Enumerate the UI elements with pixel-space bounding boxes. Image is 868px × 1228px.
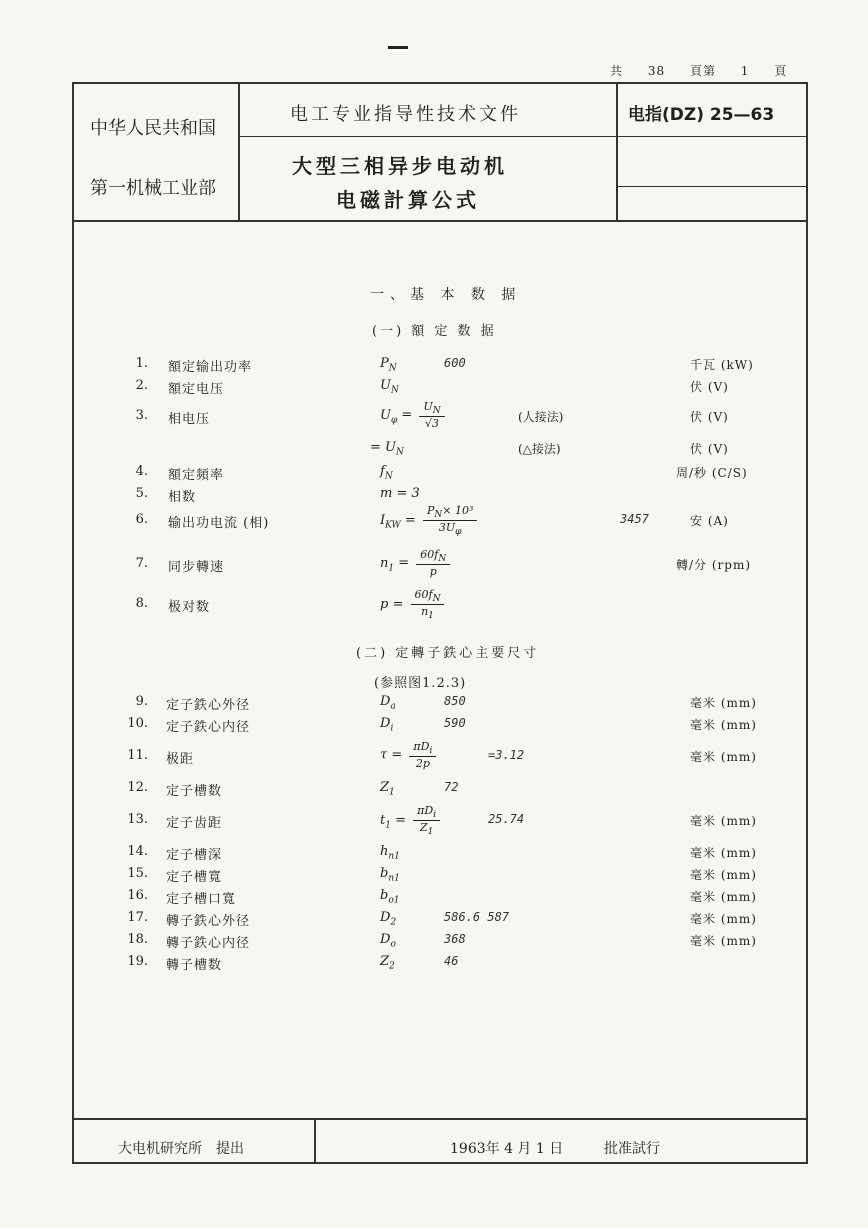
item-unit: 毫米 (mm) bbox=[690, 718, 757, 732]
item-formula bbox=[380, 588, 447, 621]
item-number: 9. bbox=[135, 694, 148, 709]
item-unit: 毫米 (mm) bbox=[690, 750, 757, 764]
item-unit: 伏 (V) bbox=[690, 410, 729, 424]
formula-symbol: $I_{KW}$ bbox=[380, 513, 401, 531]
item-unit: 毫米 (mm) bbox=[690, 696, 757, 710]
formula-symbol: $f_N$ bbox=[380, 464, 393, 482]
item-formula bbox=[370, 440, 404, 458]
formula-subscript: N bbox=[432, 406, 441, 417]
connection-note: (人接法) bbox=[518, 410, 564, 424]
equals-sign: = bbox=[370, 440, 386, 455]
fraction-numerator bbox=[409, 740, 436, 757]
formula-subscript: N bbox=[434, 510, 443, 521]
footer-top-rule bbox=[72, 1118, 808, 1120]
doc-code: 电指(DZ) 25—63 bbox=[628, 105, 775, 125]
page-unit: 頁 bbox=[774, 64, 788, 78]
item-name: 額定电压 bbox=[168, 382, 225, 397]
formula-symbol: $h_{n1}$ bbox=[380, 844, 400, 862]
equals-sign: = bbox=[387, 747, 407, 763]
formula-symbol: $D_o$ bbox=[380, 932, 396, 950]
item-formula bbox=[380, 486, 420, 501]
item-formula bbox=[380, 548, 453, 578]
equals-sign: = bbox=[388, 597, 408, 613]
formula-subscript: N bbox=[390, 385, 399, 396]
item-formula bbox=[380, 866, 400, 884]
fraction-denominator bbox=[416, 565, 450, 578]
fraction bbox=[413, 804, 440, 837]
footer-institute: 大电机研究所 提出 bbox=[118, 1141, 244, 1157]
item-unit: 伏 (V) bbox=[690, 442, 729, 456]
formula-subscript: o bbox=[390, 939, 396, 950]
page-counter bbox=[610, 62, 807, 79]
document-frame bbox=[72, 82, 808, 1162]
doc-type: 电工专业指导性技术文件 bbox=[290, 104, 521, 125]
item-number: 3. bbox=[135, 408, 148, 423]
fraction-numerator bbox=[413, 804, 440, 821]
formula-subscript: 1 bbox=[427, 827, 434, 838]
formula-subscript: 1 bbox=[385, 820, 391, 831]
handwritten-value: =3.12 bbox=[488, 748, 525, 762]
item-formula bbox=[380, 888, 399, 906]
formula-symbol: $n_1$ bbox=[421, 605, 434, 622]
footer-divider bbox=[314, 1118, 316, 1164]
item-number: 12. bbox=[127, 780, 148, 795]
formula-symbol: $n_1$ bbox=[380, 555, 395, 574]
item-name: 額定输出功率 bbox=[168, 360, 253, 375]
item-number: 13. bbox=[127, 812, 148, 827]
handwritten-value: 46 bbox=[444, 954, 459, 968]
title-line-1: 大型三相异步电动机 bbox=[292, 154, 508, 178]
fraction-numerator bbox=[419, 400, 444, 417]
page-label: 頁第 bbox=[689, 64, 716, 78]
title-line-2: 电磁計算公式 bbox=[336, 188, 480, 212]
fraction-denominator bbox=[423, 521, 477, 537]
item-unit: 伏 (V) bbox=[690, 380, 729, 394]
formula-symbol: $60f_N$ bbox=[414, 588, 441, 605]
handwritten-value: 3457 bbox=[620, 512, 649, 526]
fraction-numerator bbox=[411, 588, 445, 605]
item-number: 14. bbox=[127, 844, 148, 859]
fraction bbox=[419, 400, 444, 430]
item-number: 19. bbox=[127, 954, 148, 969]
formula-subscript: 2 bbox=[390, 917, 397, 928]
formula-symbol: $\pi D_i$ bbox=[413, 740, 433, 757]
item-formula bbox=[380, 740, 439, 770]
item-formula bbox=[380, 804, 443, 837]
item-formula bbox=[380, 910, 396, 928]
formula-symbol: $Z_2$ bbox=[380, 954, 395, 972]
item-unit: 毫米 (mm) bbox=[690, 934, 757, 948]
item-number: 1. bbox=[135, 356, 148, 371]
item-name: 額定頻率 bbox=[168, 468, 225, 483]
item-formula bbox=[380, 716, 393, 734]
equals-sign: = bbox=[390, 813, 411, 829]
item-name: 定子槽数 bbox=[166, 784, 223, 799]
equals-sign: = bbox=[394, 555, 414, 571]
formula-subscript: n1 bbox=[388, 851, 400, 862]
handwritten-value: 25.74 bbox=[488, 812, 525, 826]
item-name: 输出功电流 (相) bbox=[168, 516, 270, 531]
formula-subscript: o1 bbox=[388, 895, 400, 906]
formula-subscript: n1 bbox=[388, 873, 400, 884]
item-unit: 千瓦 (kW) bbox=[690, 358, 754, 372]
item-formula bbox=[380, 400, 448, 430]
item-number: 8. bbox=[135, 596, 148, 611]
formula-subscript: i bbox=[433, 810, 437, 821]
header-divider-1 bbox=[238, 82, 240, 222]
item-formula bbox=[380, 504, 480, 537]
formula-symbol: m = 3 bbox=[380, 486, 420, 501]
formula-symbol: $U_N$ bbox=[380, 378, 399, 396]
handwritten-value: 600 bbox=[444, 356, 466, 370]
item-name: 同步轉速 bbox=[168, 560, 225, 575]
formula-subscript: 1 bbox=[389, 787, 395, 798]
header-bottom-rule bbox=[72, 220, 808, 222]
item-number: 15. bbox=[127, 866, 148, 881]
handwritten-value: 586.6 587 bbox=[444, 910, 510, 924]
header-divider-2 bbox=[616, 82, 618, 222]
item-name: 相电压 bbox=[168, 412, 211, 427]
item-number: 16. bbox=[127, 888, 148, 903]
item-number: 2. bbox=[135, 378, 148, 393]
item-number: 6. bbox=[135, 512, 148, 527]
formula-symbol: $Z_1$ bbox=[419, 821, 434, 838]
item-formula bbox=[380, 954, 395, 972]
item-name: 定子槽寬 bbox=[166, 870, 223, 885]
formula-subscript: N bbox=[432, 594, 441, 605]
handwritten-value: 590 bbox=[444, 716, 466, 730]
total-label: 共 bbox=[610, 64, 624, 78]
item-name: 定子鉄心内径 bbox=[166, 720, 251, 735]
item-number: 18. bbox=[127, 932, 148, 947]
formula-symbol: τ bbox=[380, 747, 388, 763]
subsection-2-note: (参照图1.2.3) bbox=[374, 676, 467, 691]
formula-symbol: $U_N$ bbox=[423, 400, 441, 417]
formula-symbol: p bbox=[429, 565, 437, 579]
formula-subscript: φ bbox=[390, 415, 398, 426]
fraction-denominator bbox=[413, 821, 440, 837]
handwritten-value: 850 bbox=[444, 694, 466, 708]
header-mid-rule bbox=[238, 136, 808, 137]
item-name: 定子槽口寬 bbox=[166, 892, 237, 907]
formula-subscript: φ bbox=[455, 527, 462, 538]
formula-subscript: N bbox=[396, 447, 404, 458]
item-name: 定子槽深 bbox=[166, 848, 223, 863]
formula-symbol: $D_a$ bbox=[380, 694, 396, 712]
footer-status: 批准試行 bbox=[604, 1141, 660, 1157]
formula-symbol: $Z_1$ bbox=[380, 780, 395, 798]
fraction-denominator bbox=[411, 605, 445, 621]
equals-sign: = bbox=[397, 407, 417, 423]
item-unit: 周/秒 (C/S) bbox=[676, 466, 748, 480]
item-name: 轉子鉄心内径 bbox=[166, 936, 251, 951]
item-name: 定子齿距 bbox=[166, 816, 223, 831]
subsection-2: (二) 定轉子鉄心主要尺寸 bbox=[356, 646, 540, 661]
item-unit: 毫米 (mm) bbox=[690, 912, 757, 926]
formula-symbol: $P_N$ bbox=[380, 356, 397, 374]
item-unit: 轉/分 (rpm) bbox=[676, 558, 752, 572]
footer-bottom-rule bbox=[72, 1162, 808, 1164]
fraction bbox=[409, 740, 436, 770]
header-right-rule bbox=[618, 186, 808, 187]
fraction bbox=[423, 504, 477, 537]
item-unit: 安 (A) bbox=[690, 514, 729, 528]
formula-subscript: 1 bbox=[388, 563, 395, 574]
formula-symbol: $U_N$ bbox=[385, 440, 404, 458]
org-line-2: 第一机械工业部 bbox=[90, 178, 216, 199]
subsection-1: (一) 額 定 数 据 bbox=[372, 324, 497, 339]
footer-date: 1963年 4 月 1 日 bbox=[450, 1141, 564, 1157]
formula-subscript: i bbox=[429, 746, 433, 757]
formula-symbol: √3 bbox=[425, 417, 440, 431]
item-formula bbox=[380, 780, 395, 798]
formula-symbol: 2p bbox=[415, 757, 430, 771]
formula-symbol: p bbox=[380, 597, 389, 613]
formula-symbol: $U_\varphi$ bbox=[380, 407, 398, 426]
item-number: 4. bbox=[135, 464, 148, 479]
formula-subscript: 1 bbox=[428, 611, 434, 622]
page-number: 1 bbox=[740, 64, 750, 78]
fraction-denominator bbox=[419, 417, 444, 430]
top-mark bbox=[388, 46, 408, 49]
item-name: 定子鉄心外径 bbox=[166, 698, 251, 713]
fraction-denominator bbox=[409, 757, 436, 770]
handwritten-value: 368 bbox=[444, 932, 466, 946]
fraction-numerator bbox=[423, 504, 477, 521]
item-formula bbox=[380, 464, 393, 482]
item-name: 极对数 bbox=[168, 600, 211, 615]
formula-symbol: $P_N$ bbox=[426, 504, 443, 521]
formula-subscript: KW bbox=[385, 520, 401, 531]
fraction-numerator-tail: × 10³ bbox=[442, 504, 474, 517]
item-number: 11. bbox=[127, 748, 148, 763]
item-number: 5. bbox=[135, 486, 148, 501]
formula-subscript: N bbox=[384, 471, 393, 482]
item-name: 相数 bbox=[168, 490, 197, 505]
item-unit: 毫米 (mm) bbox=[690, 846, 757, 860]
item-formula bbox=[380, 694, 396, 712]
item-formula bbox=[380, 356, 397, 374]
item-unit: 毫米 (mm) bbox=[690, 814, 757, 828]
formula-subscript: a bbox=[390, 701, 396, 712]
fraction-numerator bbox=[416, 548, 450, 565]
top-rule bbox=[72, 82, 808, 84]
formula-subscript: N bbox=[438, 554, 447, 565]
connection-note: (△接法) bbox=[518, 442, 561, 456]
org-line-1: 中华人民共和国 bbox=[90, 118, 216, 139]
item-name: 轉子槽数 bbox=[166, 958, 223, 973]
formula-symbol: $t_1$ bbox=[380, 813, 391, 831]
fraction bbox=[411, 588, 445, 621]
formula-symbol: $b_{o1}$ bbox=[380, 888, 400, 906]
item-number: 7. bbox=[135, 556, 148, 571]
item-formula bbox=[380, 932, 396, 950]
equals-sign: = bbox=[400, 513, 420, 529]
item-number: 10. bbox=[127, 716, 148, 731]
item-formula bbox=[380, 844, 400, 862]
section-title: 一、基 本 数 据 bbox=[370, 287, 522, 303]
formula-subscript: i bbox=[390, 723, 394, 734]
item-unit: 毫米 (mm) bbox=[690, 890, 757, 904]
item-name: 轉子鉄心外径 bbox=[166, 914, 251, 929]
item-number: 17. bbox=[127, 910, 148, 925]
formula-symbol: $D_i$ bbox=[380, 716, 394, 734]
total-pages: 38 bbox=[647, 64, 666, 78]
formula-symbol: $\pi D_i$ bbox=[417, 804, 437, 821]
formula-subscript: 2 bbox=[389, 961, 395, 972]
formula-symbol: $D_2$ bbox=[380, 910, 397, 928]
formula-symbol: $60f_N$ bbox=[420, 548, 447, 565]
fraction bbox=[416, 548, 450, 578]
formula-subscript: N bbox=[388, 363, 397, 374]
item-formula bbox=[380, 378, 399, 396]
item-unit: 毫米 (mm) bbox=[690, 868, 757, 882]
handwritten-value: 72 bbox=[444, 780, 459, 794]
formula-symbol: $3U_\varphi$ bbox=[438, 521, 462, 538]
formula-symbol: $b_{n1}$ bbox=[380, 866, 400, 884]
item-name: 极距 bbox=[166, 752, 195, 767]
